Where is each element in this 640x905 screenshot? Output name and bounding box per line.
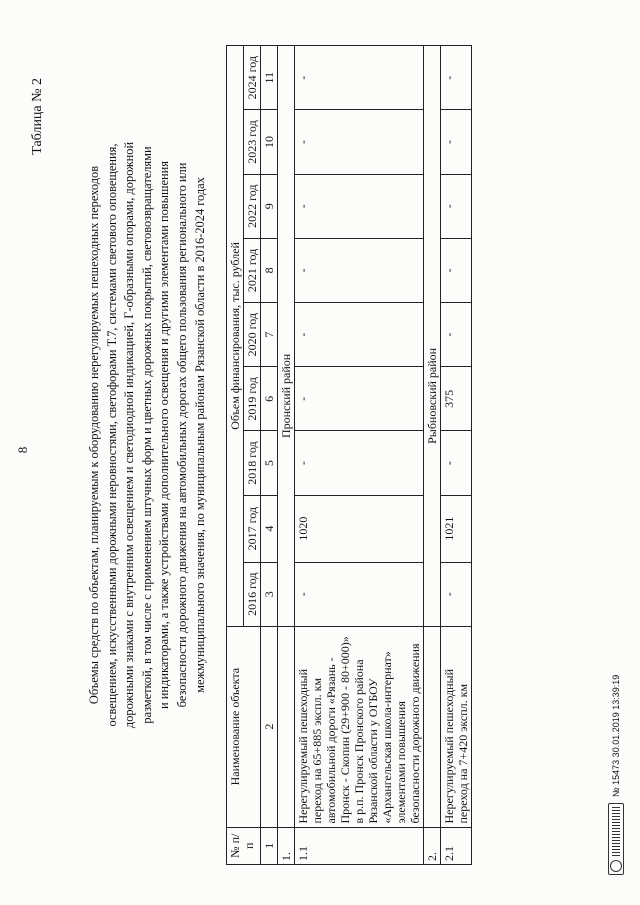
value-cell: - <box>441 46 472 110</box>
table-row <box>441 46 472 865</box>
value-cell: 1021 <box>441 495 472 562</box>
table-caption: Таблица № 2 <box>30 78 45 155</box>
column-number: 2 <box>261 626 278 827</box>
value-cell: - <box>295 303 424 367</box>
district-name: Пронский район <box>278 46 295 627</box>
funding-group-header: Объем финансирования, тыс. рублей <box>227 46 244 627</box>
column-number: 9 <box>261 174 278 238</box>
year-header: 2017 год <box>244 495 261 562</box>
document-title <box>86 115 209 755</box>
section-name-empty <box>424 626 441 827</box>
value-cell: - <box>441 238 472 302</box>
column-numbers-row <box>261 46 278 865</box>
column-number: 10 <box>261 110 278 174</box>
value-cell: - <box>295 431 424 495</box>
name-col-header: Наименование объекта <box>227 626 261 827</box>
funding-table <box>226 45 472 865</box>
value-cell: 375 <box>441 367 472 431</box>
column-number: 4 <box>261 495 278 562</box>
section-row <box>278 46 295 865</box>
year-header: 2018 год <box>244 431 261 495</box>
value-cell: - <box>295 110 424 174</box>
value-cell: - <box>295 174 424 238</box>
section-name-empty <box>278 626 295 827</box>
column-number: 8 <box>261 238 278 302</box>
title-line: и индикаторами, а также устройствами дополнительного освещения и другими элементами повышения <box>157 161 172 709</box>
stamp-logo-icon <box>608 803 624 875</box>
num-col-header: № п/п <box>227 827 261 864</box>
value-cell: - <box>441 431 472 495</box>
title-line: безопасности дорожного движения на автомобильных дорогах общего пользования регионального или <box>174 162 189 708</box>
column-number: 3 <box>261 562 278 626</box>
district-name: Рыбновский район <box>424 46 441 627</box>
column-number: 6 <box>261 367 278 431</box>
column-number: 1 <box>261 827 278 864</box>
section-row <box>424 46 441 865</box>
registration-number: № 15473 30.01.2019 13:39:19 <box>611 674 621 797</box>
year-header: 2022 год <box>244 174 261 238</box>
value-cell: - <box>295 562 424 626</box>
object-name: Нерегулируемый пешеходный переход на 7+420 экспл. км <box>441 626 472 827</box>
header-row <box>227 46 244 865</box>
registration-stamp <box>608 675 624 875</box>
title-line: дорожными знаками с внутренним освещением и светодиодной индикацией, Г-образными опорами, дорожной <box>122 141 137 729</box>
table-row <box>295 46 424 865</box>
title-line: освещением, искусственными дорожными неровностями, светофорами Т.7, системами светового оповещения, <box>104 143 119 727</box>
value-cell: - <box>441 174 472 238</box>
year-header: 2024 год <box>244 46 261 110</box>
column-number: 7 <box>261 303 278 367</box>
year-header: 2020 год <box>244 303 261 367</box>
column-number: 11 <box>261 46 278 110</box>
value-cell: - <box>295 46 424 110</box>
value-cell: - <box>441 562 472 626</box>
year-header: 2019 год <box>244 367 261 431</box>
section-number: 1. <box>278 827 295 864</box>
emblem-icon <box>610 860 622 872</box>
value-cell: - <box>295 367 424 431</box>
year-header: 2021 год <box>244 238 261 302</box>
row-number: 2.1 <box>441 827 472 864</box>
year-header: 2023 год <box>244 110 261 174</box>
title-line: разметкой, в том числе с применением штучных форм и цветных дорожных покрытий, световозвращателями <box>139 146 154 724</box>
object-name: Нерегулируемый пешеходный переход на 65+885 экспл. км автомобильной дороги «Рязань - Пронск - Скопин (29+900 - 80+000)» в р.п. Пронск Пронского района Рязанской области у ОГБОУ «Архангельская школа-интернат» элементами повышения безопасности дорожного движения <box>295 626 424 827</box>
row-number: 1.1 <box>295 827 424 864</box>
title-line: межмуниципального значения, по муниципальным районам Рязанской области в 2016-2024 годах <box>192 177 207 693</box>
column-number: 5 <box>261 431 278 495</box>
value-cell: - <box>441 303 472 367</box>
section-number: 2. <box>424 827 441 864</box>
value-cell: - <box>441 110 472 174</box>
year-header: 2016 год <box>244 562 261 626</box>
barcode-icon <box>612 806 620 856</box>
value-cell: - <box>295 238 424 302</box>
page-number: 8 <box>15 446 30 454</box>
value-cell: 1020 <box>295 495 424 562</box>
title-line: Объемы средств по объектам, планируемым к оборудованию нерегулируемых пешеходных переходов <box>87 165 101 705</box>
